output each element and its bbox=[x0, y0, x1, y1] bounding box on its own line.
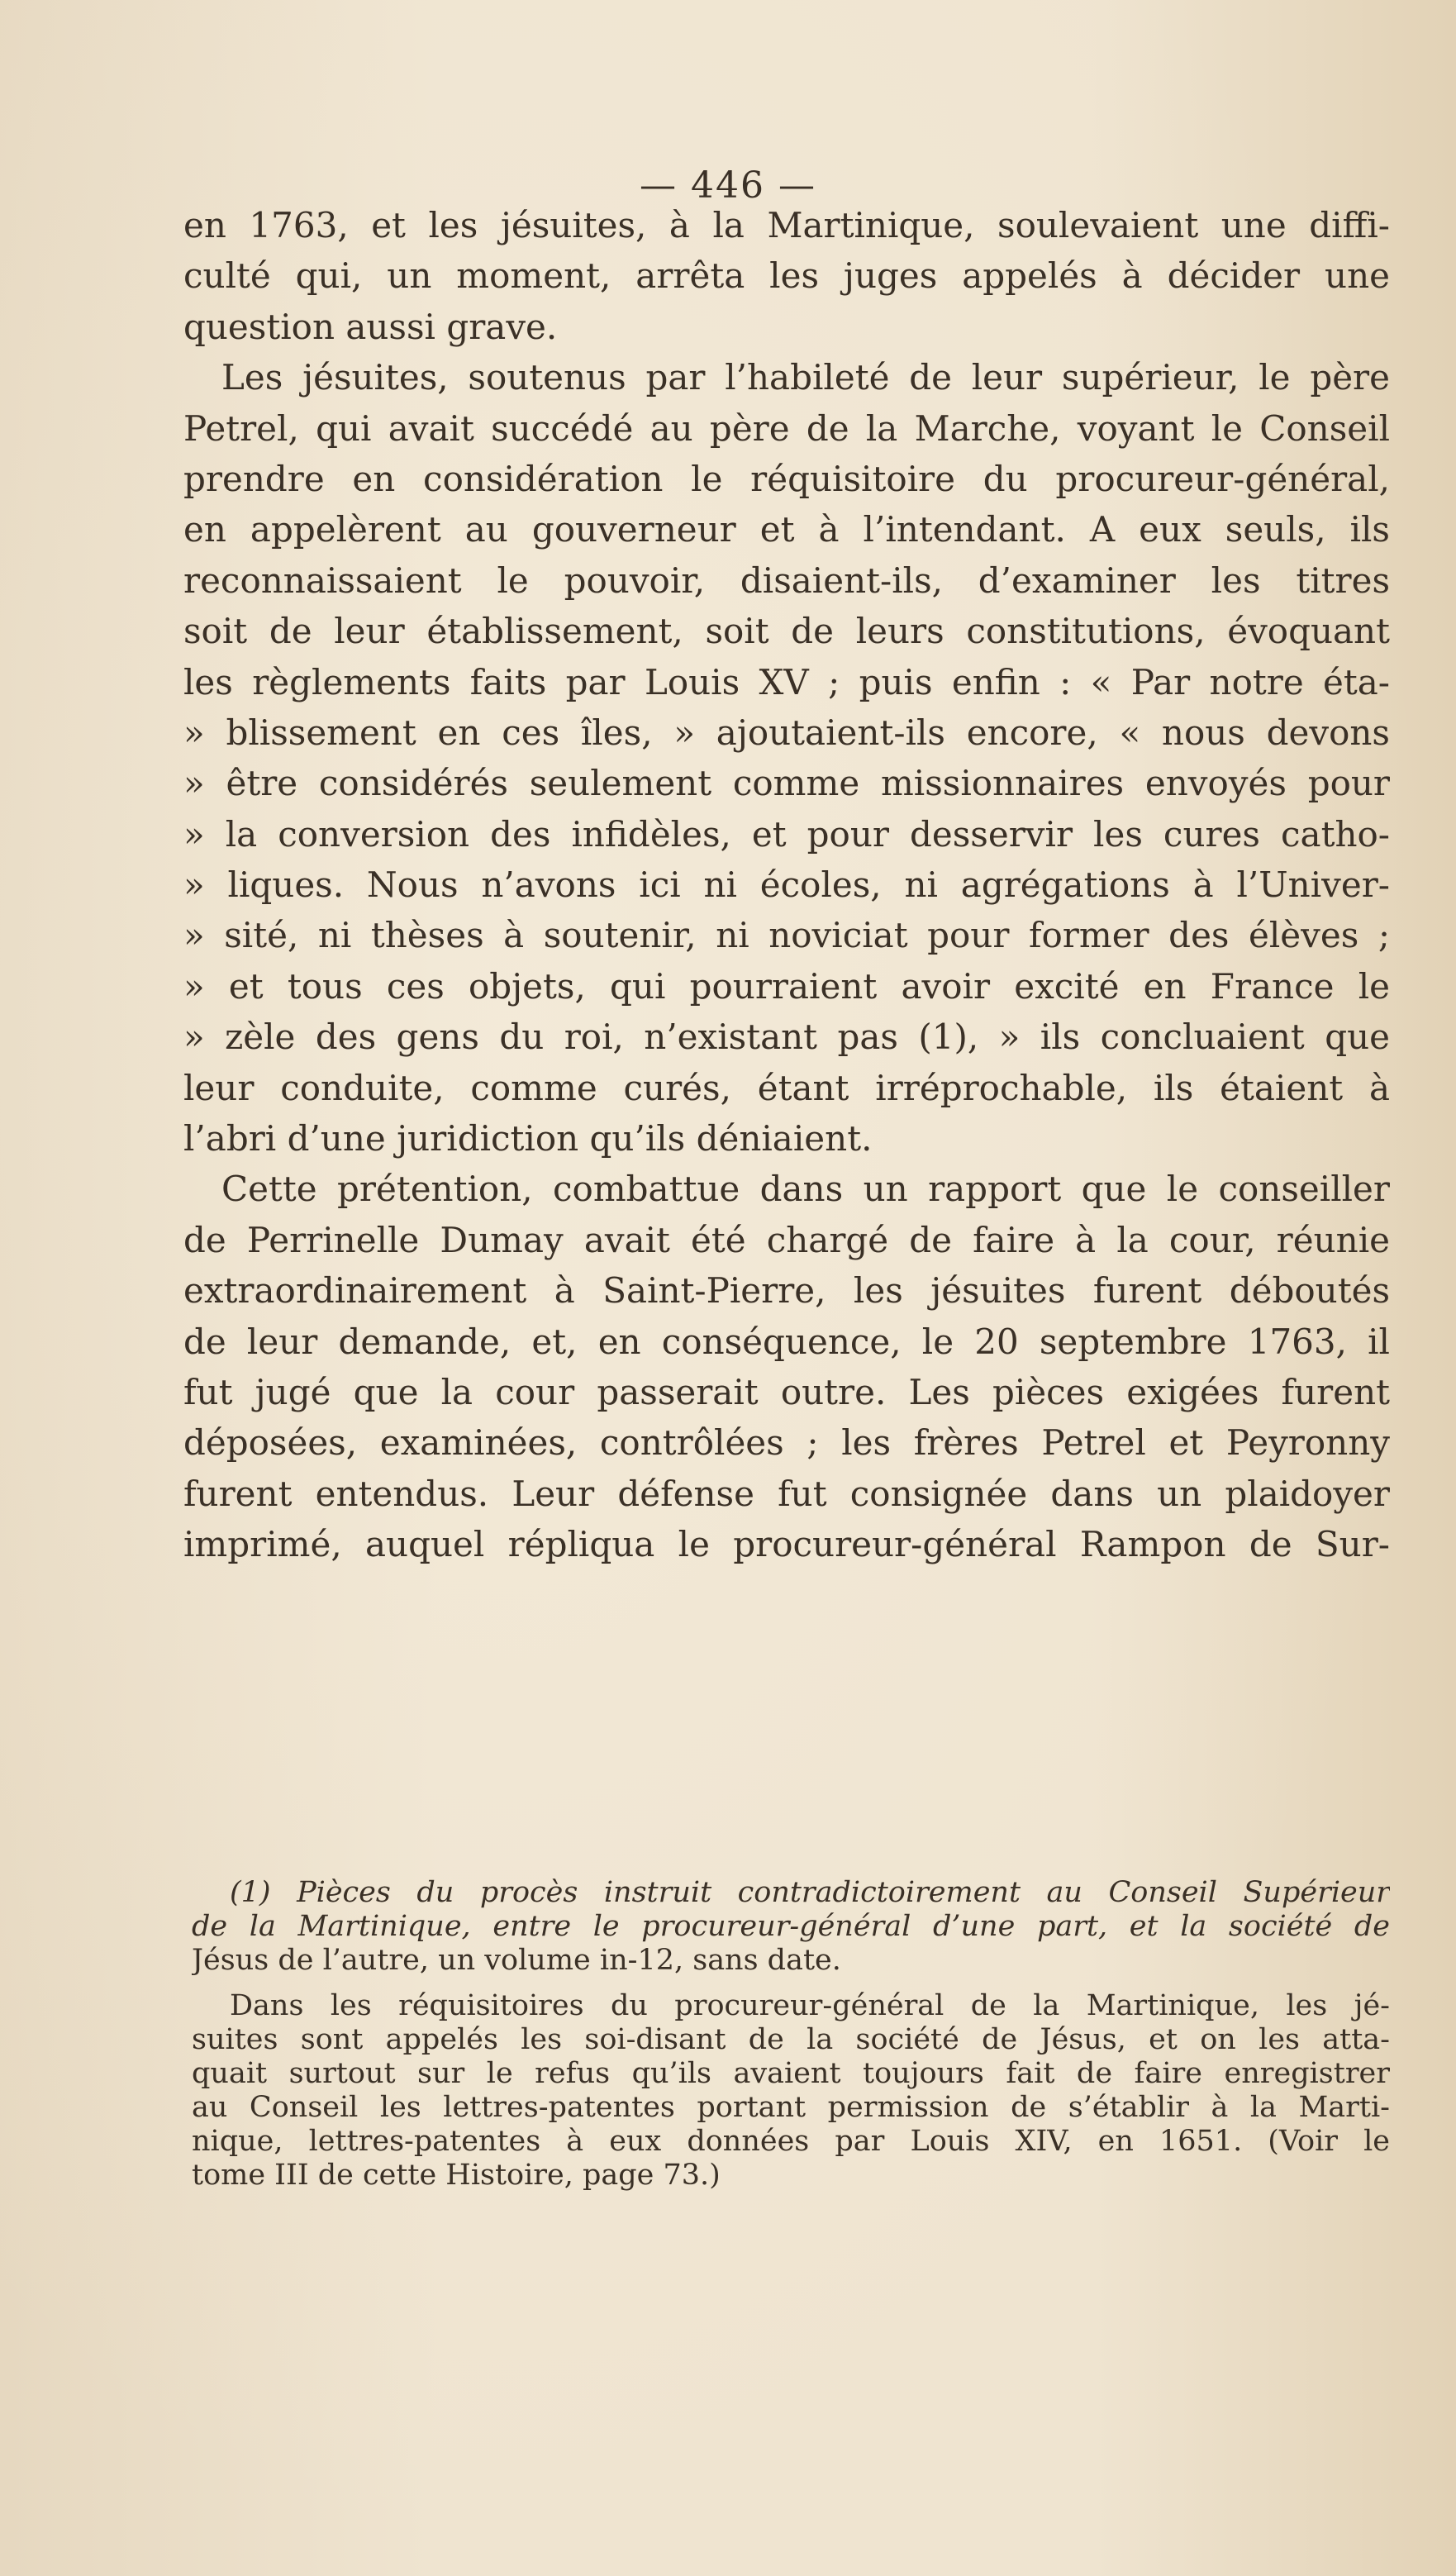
text-line: » sité, ni thèses à soutenir, ni noviciat pour former des élèves ; bbox=[183, 915, 1390, 956]
text-line: leur conduite, comme curés, étant irréprochable, ils étaient à bbox=[183, 1067, 1390, 1108]
text-line: furent entendus. Leur défense fut consignée dans un plaidoyer bbox=[183, 1473, 1390, 1514]
footnote-line: suites sont appelés les soi-disant de la société de Jésus, et on les atta- bbox=[192, 2023, 1390, 2056]
text-line: déposées, examinées, contrôlées ; les frères Petrel et Peyronny bbox=[183, 1422, 1390, 1464]
footnote-spacer bbox=[192, 1978, 1390, 1989]
text-line: l’abri d’une juridiction qu’ils déniaient. bbox=[183, 1118, 873, 1159]
footnote-line: tome III de cette Histoire, page 73.) bbox=[192, 2159, 721, 2192]
text-line: Les jésuites, soutenus par l’habileté de leur supérieur, le père bbox=[221, 357, 1390, 398]
text-line: en appelèrent au gouverneur et à l’intendant. A eux seuls, ils bbox=[183, 509, 1390, 550]
text-line: reconnaissaient le pouvoir, disaient-ils, d’examiner les titres bbox=[183, 559, 1390, 601]
text-line: » et tous ces objets, qui pourraient avoir excité en France le bbox=[183, 965, 1390, 1007]
text-line: fut jugé que la cour passerait outre. Les pièces exigées furent bbox=[183, 1371, 1390, 1412]
text-line: Cette prétention, combattue dans un rapport que le conseiller bbox=[221, 1169, 1390, 1210]
text-line: de leur demande, et, en conséquence, le 20 septembre 1763, il bbox=[183, 1321, 1390, 1362]
page-number-header: — 446 — bbox=[640, 164, 816, 207]
text-line: » la conversion des infidèles, et pour desservir les cures catho- bbox=[183, 813, 1390, 855]
text-line: » blissement en ces îles, » ajoutaient-ils encore, « nous devons bbox=[183, 712, 1390, 753]
footnote-line: nique, lettres-patentes à eux données par Louis XIV, en 1651. (Voir le bbox=[192, 2125, 1390, 2158]
text-line: extraordinairement à Saint-Pierre, les jésuites furent déboutés bbox=[183, 1270, 1390, 1312]
footnote-line: Jésus de l’autre, un volume in-12, sans date. bbox=[192, 1944, 841, 1977]
footnote-line: (1) Pièces du procès instruit contradictoirement au Conseil Supérieur bbox=[230, 1876, 1390, 1909]
text-line: prendre en considération le réquisitoire du procureur-général, bbox=[183, 458, 1390, 499]
text-line: culté qui, un moment, arrêta les juges appelés à décider une bbox=[183, 255, 1390, 297]
text-line: soit de leur établissement, soit de leurs constitutions, évoquant bbox=[183, 611, 1390, 652]
text-line: » être considérés seulement comme missionnaires envoyés pour bbox=[183, 763, 1390, 804]
footnote-line: au Conseil les lettres-patentes portant permission de s’établir à la Marti- bbox=[192, 2091, 1390, 2124]
text-line: Petrel, qui avait succédé au père de la Marche, voyant le Conseil bbox=[183, 407, 1390, 449]
main-text bbox=[183, 200, 1390, 1570]
text-line: en 1763, et les jésuites, à la Martinique, soulevaient une diffi- bbox=[183, 205, 1390, 245]
footnotes bbox=[192, 1876, 1390, 2193]
footnote-line: Dans les réquisitoires du procureur-général de la Martinique, les jé- bbox=[230, 1989, 1390, 2022]
text-line: » zèle des gens du roi, n’existant pas (1), » ils concluaient que bbox=[183, 1017, 1390, 1058]
footnote-line: de la Martinique, entre le procureur-général d’une part, et la société de bbox=[192, 1910, 1390, 1943]
text-line: imprimé, auquel répliqua le procureur-général Rampon de Sur- bbox=[183, 1524, 1390, 1565]
text-line: de Perrinelle Dumay avait été chargé de faire à la cour, réunie bbox=[183, 1219, 1390, 1260]
footnote-line: quait surtout sur le refus qu’ils avaient toujours fait de faire enregistrer bbox=[192, 2057, 1390, 2090]
text-line: » liques. Nous n’avons ici ni écoles, ni agrégations à l’Univer- bbox=[183, 864, 1390, 906]
text-line: les règlements faits par Louis XV ; puis enfin : « Par notre éta- bbox=[183, 661, 1390, 702]
text-line: question aussi grave. bbox=[183, 306, 558, 347]
